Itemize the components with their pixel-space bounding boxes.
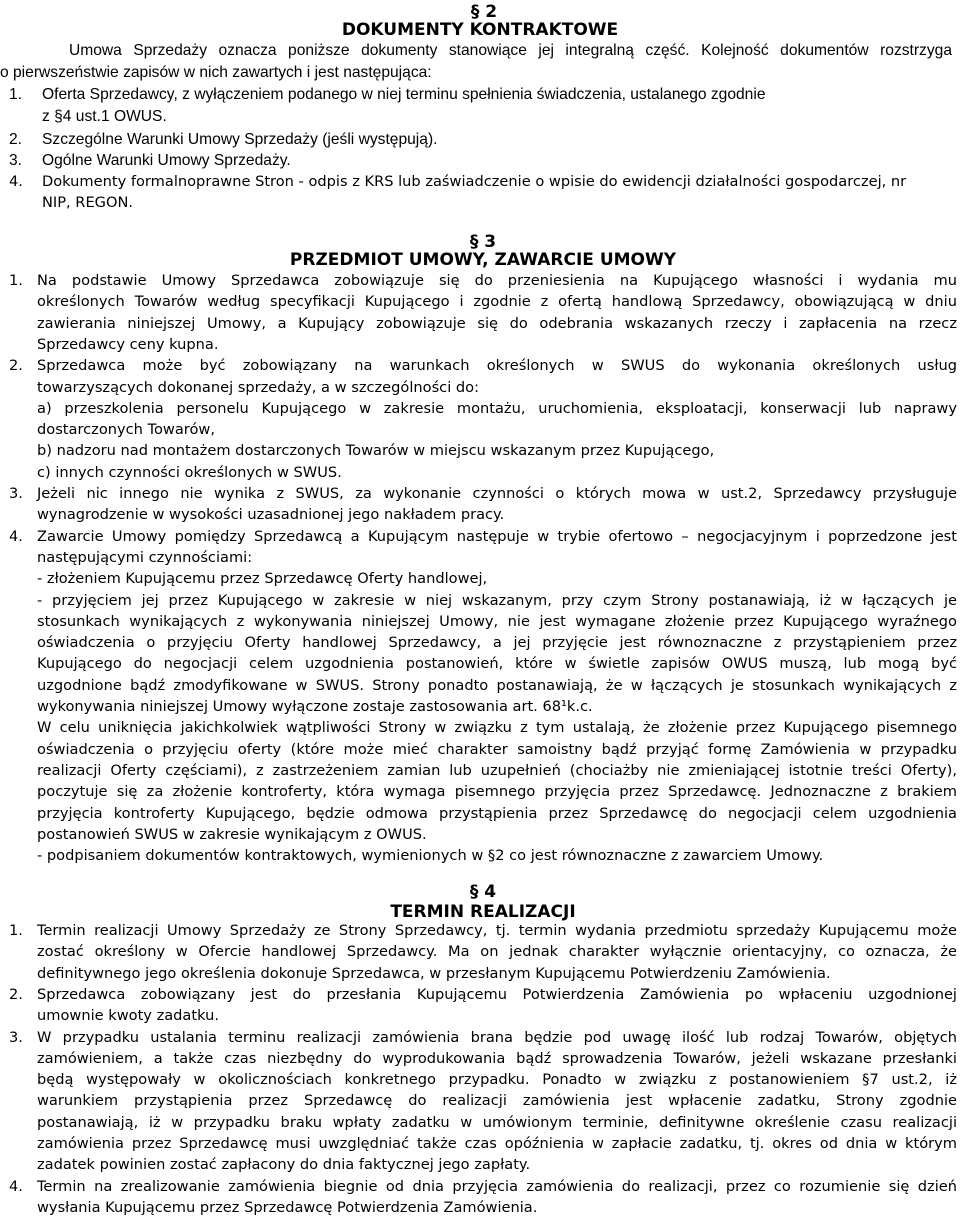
paragraph-line: realizacji Oferty częściami), z zastrzeżeniem zamian lub uzupełnień (chociażby nie zmieniającej istotnie treści Oferty),	[37, 761, 957, 779]
paragraph-line: przyjęcia kontroferty Kupującego, będzie odmowa przystąpienia przez Sprzedawcę do negocjacji celem uzgodnienia	[37, 804, 957, 822]
paragraph-line: - podpisaniem dokumentów kontraktowych, wymienionych w §2 co jest równoznaczne z zawarciem Umowy.	[37, 847, 824, 865]
paragraph-line: warunkiem przystąpienia przez Sprzedawcę do realizacji zamówienia jest wpłacenie zadatku, Strony zgodnie	[37, 1092, 957, 1110]
paragraph-line: następującymi czynnościami:	[37, 548, 253, 566]
paragraph-line: c) innych czynności określonych w SWUS.	[37, 463, 342, 481]
paragraph-number: 1.	[9, 922, 23, 939]
paragraph-line: Kupującego do negocjacji celem uzgodnienia postanowień, które w świetle zapisów OWUS muszą, lub mogą być	[37, 655, 957, 673]
paragraph-line: określonych Towarów według specyfikacji Kupującego i zgodnie z ofertą handlową Sprzedawcy, obowiązującą w dniu	[37, 293, 957, 311]
paragraph-line: zadatek powinien zostać zapłacony do dnia faktycznej jego zapłaty.	[37, 1156, 531, 1174]
paragraph-line: W przypadku ustalania terminu realizacji zamówienia brana będzie pod uwagę ilość lub rodzaj Towarów, objętych	[37, 1028, 957, 1046]
list-number: 2.	[9, 131, 23, 148]
paragraph-line: oświadczenia o przyjęciu Oferty handlowej Sprzedawcy, a jej przyjęcie jest równoznaczne z przystąpieniem przez	[37, 634, 957, 652]
paragraph-line: wynagrodzenie w wysokości uzasadnionej jego nakładem pracy.	[37, 506, 505, 524]
section-4-title: TERMIN REALIZACJI	[390, 902, 576, 922]
paragraph-number: 3.	[9, 485, 23, 502]
paragraph-line: uzgodnione bądź zmodyfikowane w SWUS. Strony ponadto postanawiają, że w łączących je stosunkach wynikających z	[37, 676, 957, 694]
paragraph-number: 3.	[9, 1028, 23, 1046]
paragraph-line: - przyjęciem jej przez Kupującego w zakresie w niej wskazanym, przy czym Strony postanawiają, iż w łączących je	[37, 591, 957, 609]
list-number: 1.	[9, 86, 23, 103]
paragraph-line: definitywnego jego określenia dokonuje Sprzedawca, w przesłanym Kupującemu Potwierdzeniu Zamówienia.	[37, 964, 831, 982]
section-4-mark: § 4	[469, 882, 497, 902]
paragraph-line: postanowień SWUS w zakresie wynikającym z OWUS.	[37, 825, 427, 843]
paragraph-line: wykonywania niniejszej Umowy wyłączone zostaje zastosowania art. 68¹k.c.	[37, 698, 593, 715]
paragraph-line: Termin na zrealizowanie zamówienia biegnie od dnia przyjęcia zamówienia do realizacji, przez co rozumienie się dzień	[37, 1177, 957, 1195]
paragraph-number: 1.	[9, 272, 23, 289]
paragraph-line: postanawiają, iż w przypadku braku wpłaty zadatku w umówionym terminie, definitywne określenie czasu realizacji	[37, 1113, 957, 1131]
paragraph-line: zostać określony w Ofercie handlowej Sprzedawcy. Ma on jednak charakter wyłącznie orientacyjny, co oznacza, że	[37, 943, 957, 961]
list-item: Ogólne Warunki Umowy Sprzedaży.	[42, 152, 291, 169]
paragraph-line: wysłania Kupującemu przez Sprzedawcę Potwierdzenia Zamówienia.	[37, 1198, 538, 1216]
section-3-title: PRZEDMIOT UMOWY, ZAWARCIE UMOWY	[289, 250, 677, 270]
paragraph-line: stosunkach wynikających z wykonywania niniejszej Umowy, nie jest wymagane złożenie przez Kupującego wyraźnego	[37, 612, 957, 630]
paragraph-line: Sprzedawca zobowiązany jest do przesłania Kupującemu Potwierdzenia Zamówienia po wpłaceniu uzgodnionej	[37, 985, 957, 1003]
paragraph-line: zamówienia przez Sprzedawcę musi uwzględniać także czas opóźnienia w zapłacie zadatku, tj. okres od dnia w którym	[37, 1135, 957, 1152]
paragraph-line: Sprzedawca może być zobowiązany na warunkach określonych w SWUS do wykonania określonych usług	[37, 357, 957, 375]
paragraph-line: Sprzedawcy ceny kupna.	[37, 335, 219, 353]
paragraph-line: zamówieniem, a także czas niezbędny do wyprodukowania bądź sprowadzenia Towarów, jeżeli wskazane przesłanki	[37, 1049, 957, 1067]
section-2-title: DOKUMENTY KONTRAKTOWE	[341, 20, 619, 40]
list-number: 3.	[9, 152, 23, 169]
list-item: Szczególne Warunki Umowy Sprzedaży (jeśli występują).	[42, 131, 438, 148]
section-2-intro-line: o pierwszeństwie zapisów w nich zawartych i jest następująca:	[0, 64, 432, 81]
list-item: NIP, REGON.	[42, 194, 134, 211]
paragraph-line: - złożeniem Kupującemu przez Sprzedawcę Oferty handlowej,	[37, 570, 488, 588]
section-3-mark: § 3	[469, 232, 497, 252]
paragraph-number: 4.	[9, 1177, 23, 1195]
paragraph-line: poczytuje się za złożenie kontroferty, która wymaga pisemnego przyjęcia przez Sprzedawcę. Jednoznaczne z brakiem	[37, 783, 957, 801]
paragraph-number: 4.	[9, 527, 23, 545]
paragraph-line: Termin realizacji Umowy Sprzedaży ze Strony Sprzedawcy, tj. termin wydania przedmiotu sprzedaży Kupującemu może	[37, 922, 957, 939]
paragraph-line: zawierania niniejszej Umowy, a Kupujący zobowiązuje się do odebrania wskazanych rzeczy i zapłacenia na rzecz	[37, 314, 957, 332]
paragraph-line: Zawarcie Umowy pomiędzy Sprzedawcą a Kupującym następuje w trybie ofertowo – negocjacyjnym i poprzedzone jest	[37, 527, 957, 545]
list-item: z §4 ust.1 OWUS.	[42, 108, 167, 125]
paragraph-line: umownie kwoty zadatku.	[37, 1007, 219, 1025]
paragraph-number: 2.	[9, 985, 23, 1003]
paragraph-line: oświadczenia o przyjęciu oferty (które może mieć charakter samoistny bądź przyjąć formę Zamówienia w przypadku	[37, 740, 957, 758]
paragraph-line: Na podstawie Umowy Sprzedawca zobowiązuje się do przeniesienia na Kupującego własności i wydania mu	[37, 272, 957, 289]
paragraph-line: będą występowały w okolicznościach konkretnego przypadku. Ponadto w związku z postanowieniem §7 ust.2, iż	[37, 1071, 957, 1089]
paragraph-line: towarzyszących dokonanej sprzedaży, a w szczególności do:	[37, 378, 479, 396]
section-2-mark: § 2	[470, 2, 498, 22]
paragraph-line: Jeżeli nic innego nie wynika z SWUS, za wykonanie czynności o których mowa w ust.2, Sprzedawcy przysługuje	[37, 485, 957, 502]
paragraph-line: b) nadzoru nad montażem dostarczonych Towarów w miejscu wskazanym przez Kupującego,	[37, 442, 715, 460]
section-2-intro-line: Umowa Sprzedaży oznacza poniższe dokumenty stanowiące jej integralną część. Kolejność dokumentów rozstrzyga	[69, 42, 952, 59]
paragraph-line: dostarczonych Towarów,	[37, 421, 215, 439]
paragraph-line: a) przeszkolenia personelu Kupującego w zakresie montażu, uruchomienia, eksploatacji, konserwacji lub naprawy	[37, 399, 957, 417]
list-number: 4.	[9, 173, 23, 190]
paragraph-number: 2.	[9, 357, 23, 375]
list-item: Dokumenty formalnoprawne Stron - odpis z KRS lub zaświadczenie o wpisie do ewidencji działalności gospodarczej, nr	[42, 173, 907, 190]
paragraph-line: W celu uniknięcia jakichkolwiek wątpliwości Strony w związku z tym ustalają, że złożenie przez Kupującego pisemnego	[37, 719, 957, 737]
list-item: Oferta Sprzedawcy, z wyłączeniem podanego w niej terminu spełnienia świadczenia, ustalanego zgodnie	[42, 86, 766, 103]
